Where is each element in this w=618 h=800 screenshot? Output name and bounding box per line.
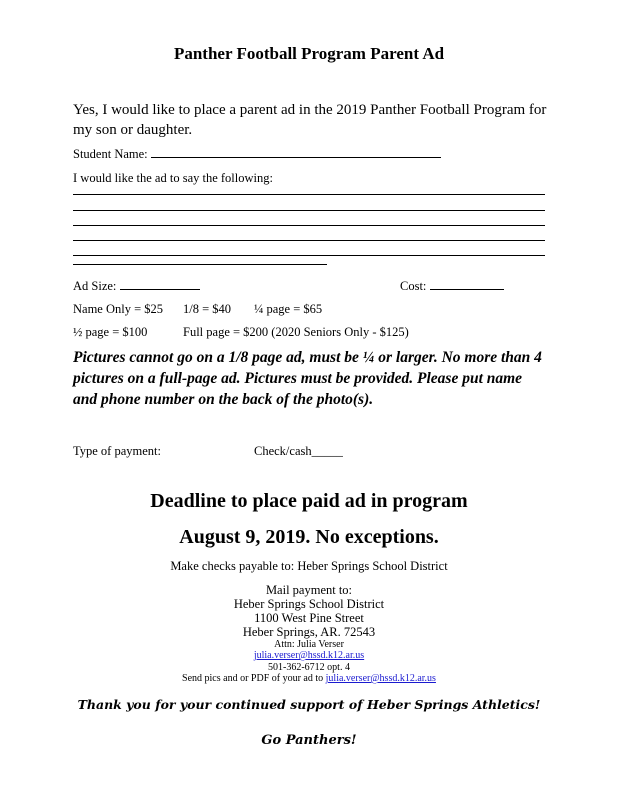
price-eighth-page: 1/8 = $40: [183, 302, 232, 316]
ad-text-line[interactable]: [73, 255, 545, 256]
thanks-note: Thank you for your continued support of Heber Springs Athletics!: [77, 697, 541, 712]
ad-text-line[interactable]: [73, 210, 545, 211]
student-name-label: Student Name:: [73, 147, 148, 161]
deadline-date: August 9, 2019. No exceptions.: [179, 526, 439, 548]
price-name-only: Name Only = $25: [73, 302, 164, 316]
price-quarter-page: ¼ page = $65: [254, 302, 323, 316]
go-panthers: Go Panthers!: [261, 733, 357, 748]
send-pics-row: [0, 673, 618, 684]
send-pics-text: Send pics and or PDF of your ad to: [182, 673, 324, 684]
ad-text-label: I would like the ad to say the following:: [73, 171, 273, 185]
intro-paragraph: Yes, I would like to place a parent ad in the 2019 Panther Football Program for my son or daughter.: [73, 102, 547, 138]
ad-size-field[interactable]: [120, 278, 200, 290]
ad-size-label: Ad Size:: [73, 279, 117, 293]
send-pics-email-link[interactable]: julia.verser@hssd.k12.ar.us: [325, 673, 436, 684]
mail-org: Heber Springs School District: [233, 597, 385, 611]
pictures-warning: Pictures cannot go on a 1/8 page ad, must be ¼ or larger. No more than 4 pictures on a full-page ad. Pictures must be provided. Please put name and phone number on the back of the photo(s).: [73, 349, 542, 408]
ad-size-row: [73, 278, 200, 294]
ad-text-line[interactable]: [73, 194, 545, 195]
ad-text-line[interactable]: [73, 264, 327, 265]
checks-payable: Make checks payable to: Heber Springs School District: [170, 559, 448, 573]
mail-phone: 501-362-6712 opt. 4: [268, 662, 350, 673]
mail-street: 1100 West Pine Street: [254, 611, 364, 625]
email-link[interactable]: julia.verser@hssd.k12.ar.us: [253, 650, 365, 661]
deadline-heading: Deadline to place paid ad in program: [150, 490, 468, 512]
cost-row: [400, 278, 504, 294]
ad-text-line[interactable]: [73, 225, 545, 226]
mail-email-row: [0, 650, 618, 661]
payment-option[interactable]: Check/cash_____: [254, 444, 343, 458]
student-name-row: [73, 146, 441, 162]
mail-heading: Mail payment to:: [265, 583, 353, 597]
payment-label: Type of payment:: [73, 444, 161, 458]
page-title: Panther Football Program Parent Ad: [173, 44, 445, 63]
cost-label: Cost:: [400, 279, 427, 293]
price-full-page: Full page = $200 (2020 Seniors Only - $125): [183, 325, 409, 339]
mail-attn: Attn: Julia Verser: [274, 639, 344, 650]
student-name-field[interactable]: [151, 146, 441, 158]
ad-text-line[interactable]: [73, 240, 545, 241]
price-half-page: ½ page = $100: [73, 325, 148, 339]
cost-field[interactable]: [430, 278, 504, 290]
mail-city: Heber Springs, AR. 72543: [242, 625, 376, 639]
